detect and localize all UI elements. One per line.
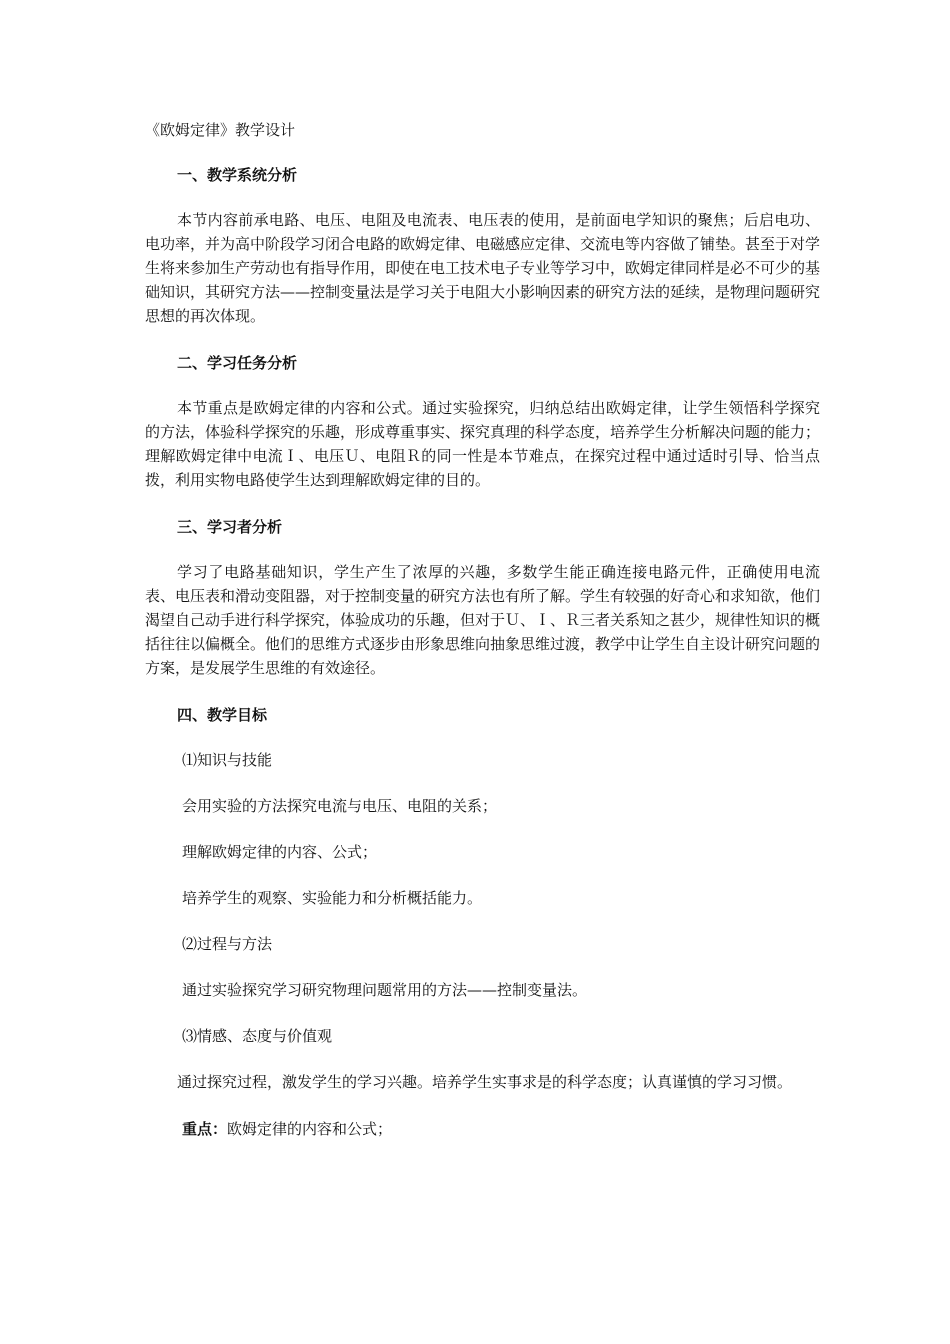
key-point-label: 重点： bbox=[182, 1120, 228, 1138]
document-title: 《欧姆定律》教学设计 bbox=[145, 121, 296, 139]
section-heading-system-analysis: 一、教学系统分析 bbox=[177, 166, 298, 184]
section-paragraph-learner-analysis: 学习了电路基础知识，学生产生了浓厚的兴趣，多数学生能正确连接电路元件，正确使用电流表、电压表和滑动变阻器，对于控制变量的研究方法也有所了解。学生有较强的好奇心和求知欲，他们渴望自己动手进行科学探究，体验成功的乐趣，但对于Ｕ、Ｉ、Ｒ三者关系知之甚少，规律性知识的概括往往以偏概全。他们的思维方式逐步由形象思维向抽象思维过渡，教学中让学生自主设计研究问题的方案，是发展学生思维的有效途径。 bbox=[145, 563, 821, 677]
objective-knowledge-label: ⑴知识与技能 bbox=[182, 751, 273, 769]
objective-knowledge-item: 培养学生的观察、实验能力和分析概括能力。 bbox=[182, 889, 483, 907]
document-page bbox=[145, 118, 820, 1141]
objective-knowledge-item: 会用实验的方法探究电流与电压、电阻的关系； bbox=[182, 797, 498, 815]
section-paragraph-system-analysis: 本节内容前承电路、电压、电阻及电流表、电压表的使用，是前面电学知识的聚焦；后启电功、电功率，并为高中阶段学习闭合电路的欧姆定律、电磁感应定律、交流电等内容做了铺垫。甚至于对学生将来参加生产劳动也有指导作用，即使在电工技术电子专业等学习中，欧姆定律同样是必不可少的基础知识，其研究方法——控制变量法是学习关于电阻大小影响因素的研究方法的延续，是物理问题研究思想的再次体现。 bbox=[145, 211, 821, 325]
objective-knowledge-item: 理解欧姆定律的内容、公式； bbox=[182, 843, 378, 861]
section-heading-teaching-objectives: 四、教学目标 bbox=[177, 706, 268, 724]
objective-emotion-label: ⑶情感、态度与价值观 bbox=[182, 1027, 333, 1045]
section-heading-task-analysis: 二、学习任务分析 bbox=[177, 354, 298, 372]
objective-process-item: 通过实验探究学习研究物理问题常用的方法——控制变量法。 bbox=[182, 981, 588, 999]
objective-process-label: ⑵过程与方法 bbox=[182, 935, 273, 953]
key-point bbox=[145, 1117, 820, 1141]
section-heading-learner-analysis: 三、学习者分析 bbox=[177, 518, 283, 536]
key-point-text: 欧姆定律的内容和公式； bbox=[227, 1120, 393, 1138]
objective-emotion-paragraph: 通过探究过程，激发学生的学习兴趣。培养学生实事求是的科学态度；认真谨慎的学习习惯。 bbox=[177, 1073, 793, 1091]
section-paragraph-task-analysis: 本节重点是欧姆定律的内容和公式。通过实验探究，归纳总结出欧姆定律，让学生领悟科学探究的方法，体验科学探究的乐趣，形成尊重事实、探究真理的科学态度，培养学生分析解决问题的能力；理解欧姆定律中电流Ｉ、电压Ｕ、电阻Ｒ的同一性是本节难点，在探究过程中通过适时引导、恰当点拨，利用实物电路使学生达到理解欧姆定律的目的。 bbox=[145, 399, 821, 489]
